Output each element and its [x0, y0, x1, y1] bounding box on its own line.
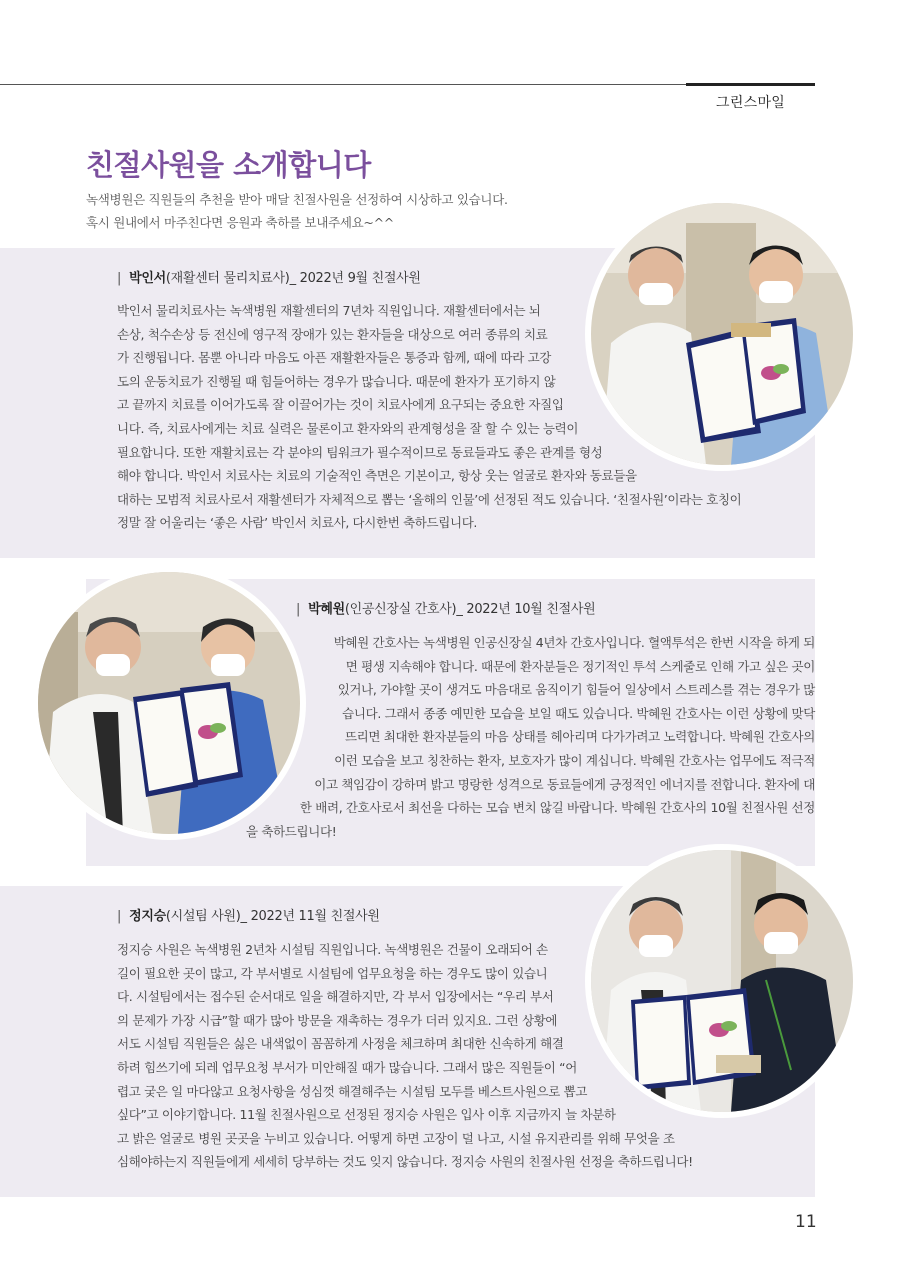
header-rule-accent: [686, 83, 815, 86]
profile-body: [0, 631, 815, 843]
body-line: 해야 합니다. 박인서 치료사는 치료의 기술적인 측면은 기본이고, 항상 웃는 얼굴로 환자와 동료들을: [117, 468, 637, 484]
profile-detail: (인공신장실 간호사)_ 2022년 10월 친절사원: [344, 602, 596, 617]
intro-line: 녹색병원은 직원들의 추천을 받아 매달 친절사원을 선정하여 시상하고 있습니다.: [86, 192, 508, 207]
page-title: 친절사원을 소개합니다: [86, 148, 371, 182]
body-line: 뜨리면 최대한 환자분들의 마음 상태를 헤아리며 다가가려고 노력합니다. 박혜원 간호사의: [344, 729, 815, 745]
body-line: 박인서 물리치료사는 녹색병원 재활센터의 7년차 직원입니다. 재활센터에서는 뇌: [117, 303, 541, 318]
body-line: 이고 책임감이 강하며 밝고 명랑한 성격으로 동료들에게 긍정적인 에너지를 전합니다. 환자에 대: [314, 776, 815, 792]
body-line: 박혜원 간호사는 녹색병원 인공신장실 4년차 간호사입니다. 혈액투석은 한번 시작을 하게 되: [333, 635, 815, 650]
body-line: 정말 잘 어울리는 ‘좋은 사람’ 박인서 치료사, 다시한번 축하드립니다.: [117, 515, 478, 531]
profile-heading: [117, 267, 421, 286]
body-line: 싶다”고 이야기합니다. 11월 친절사원으로 선정된 정지승 사원은 입사 이후 지금까지 늘 차분하: [117, 1107, 616, 1123]
intro-line: 혹시 원내에서 마주친다면 응원과 축하를 보내주세요~^^: [86, 215, 394, 230]
heading-bar: |: [296, 602, 301, 617]
intro-text: [86, 188, 508, 234]
body-line: 이런 모습을 보고 칭찬하는 환자, 보호자가 많이 계십니다. 박혜원 간호사는 업무에도 적극적: [334, 752, 815, 768]
body-line: 습니다. 그래서 종종 예민한 모습을 보일 때도 있습니다. 박혜원 간호사는 이런 상황에 맞닥: [342, 705, 815, 721]
body-line: 대하는 모범적 치료사로서 재활센터가 자체적으로 뽑는 ‘올해의 인물’에 선정된 적도 있습니다. ‘친절사원’이라는 호칭이: [117, 491, 742, 507]
body-line: 서도 시설팀 직원들은 싫은 내색없이 꼼꼼하게 사정을 체크하며 최대한 신속하게 해결: [117, 1036, 564, 1052]
body-line: 길이 필요한 곳이 많고, 각 부서별로 시설팀에 업무요청을 하는 경우도 많이 있습니: [117, 965, 548, 981]
profile-name: 정지승: [129, 909, 166, 924]
body-line: 니다. 즉, 치료사에게는 치료 실력은 물론이고 환자와의 관계형성을 잘 할 수 있는 능력이: [117, 420, 579, 436]
body-line: 고 밝은 얼굴로 병원 곳곳을 누비고 있습니다. 어떻게 하면 고장이 덜 나고, 시설 유지관리를 위해 무엇을 조: [117, 1130, 675, 1146]
body-line: 고 끝까지 치료를 이어가도록 잘 이끌어가는 것이 치료사에게 요구되는 중요한 자질입: [117, 397, 564, 413]
body-line: 하려 힘쓰기에 되레 업무요청 부서가 미안해질 때가 많습니다. 그래서 많은 직원들이 “어: [117, 1059, 577, 1075]
body-line: 의 문제가 가장 시급”할 때가 많아 방문을 재촉하는 경우가 더러 있지요. 그런 상황에: [117, 1012, 558, 1028]
profile-body: [117, 938, 693, 1174]
body-line: 도의 운동치료가 진행될 때 힘들어하는 경우가 많습니다. 때문에 환자가 포기하지 않: [117, 373, 556, 389]
profile-name: 박인서: [129, 271, 166, 286]
profile-heading: [296, 598, 595, 617]
heading-bar: |: [117, 909, 122, 924]
profile-detail: (시설팀 사원)_ 2022년 11월 친절사원: [165, 909, 380, 924]
body-line: 필요합니다. 또한 재활치료는 각 분야의 팀워크가 필수적이므로 동료들과도 좋은 관계를 형성: [117, 444, 603, 460]
body-line: 한 배려, 간호사로서 최선을 다하는 모습 변치 않길 바랍니다. 박혜원 간호사의 10월 친절사원 선정: [299, 800, 815, 816]
body-line: 정지승 사원은 녹색병원 2년차 시설팀 직원입니다. 녹색병원은 건물이 오래되어 손: [117, 942, 548, 957]
body-line: 가 진행됩니다. 몸뿐 아니라 마음도 아픈 재활환자들은 통증과 함께, 때에 따라 고강: [117, 350, 552, 366]
page-number: 11: [795, 1212, 817, 1232]
body-line: 렵고 궂은 일 마다않고 요청사항을 성심껏 해결해주는 시설팀 모두를 베스트사원으로 뽑고: [117, 1083, 588, 1099]
profile-body: [117, 299, 741, 535]
body-line: 손상, 척수손상 등 전신에 영구적 장애가 있는 환자들을 대상으로 여러 종류의 치료: [117, 326, 548, 342]
body-line: 있거나, 가야할 곳이 생겨도 마음대로 움직이기 힘들어 일상에서 스트레스를 겪는 경우가 많: [337, 682, 815, 698]
profile-heading: [117, 905, 380, 924]
body-line: 심해야하는지 직원들에게 세세히 당부하는 것도 잊지 않습니다. 정지승 사원의 친절사원 선정을 축하드립니다!: [117, 1154, 693, 1170]
section-label: 그린스마일: [716, 95, 786, 111]
heading-bar: |: [117, 271, 122, 286]
body-line: 을 축하드립니다!: [246, 823, 337, 839]
body-line: 다. 시설팀에서는 접수된 순서대로 일을 해결하지만, 각 부서 입장에서는 “우리 부서: [117, 989, 554, 1005]
profile-detail: (재활센터 물리치료사)_ 2022년 9월 친절사원: [165, 271, 421, 286]
body-line: 면 평생 지속해야 합니다. 때문에 환자분들은 정기적인 투석 스케줄로 인해 가고 싶은 곳이: [345, 658, 815, 674]
profile-name: 박혜원: [308, 602, 345, 617]
